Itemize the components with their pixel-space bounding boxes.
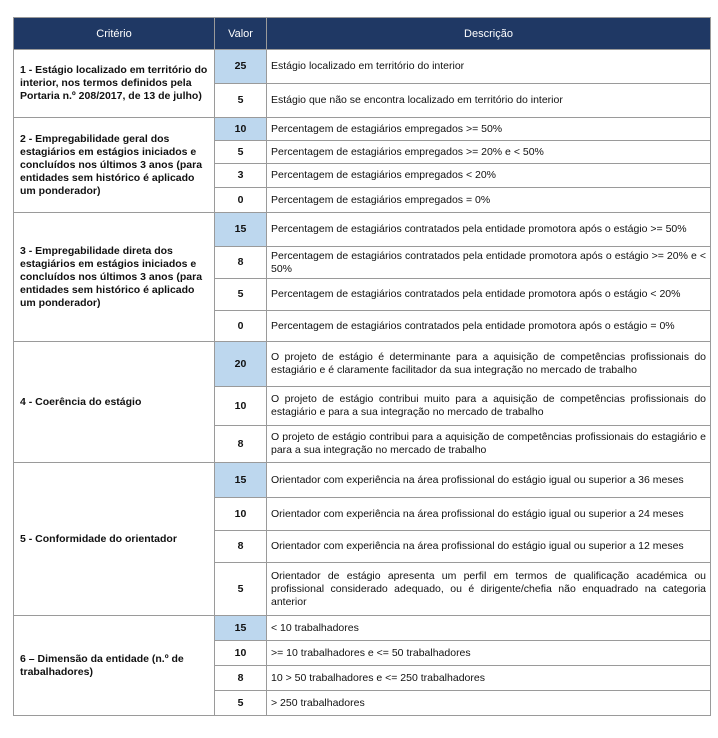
criteria-table-container: [13, 17, 710, 716]
criterion-description: Orientador com experiência na área profissional do estágio igual ou superior a 12 meses: [267, 531, 711, 563]
criterion-description: Estágio localizado em território do interior: [267, 50, 711, 84]
table-row: [14, 463, 711, 498]
criterion-description: Orientador com experiência na área profissional do estágio igual ou superior a 36 meses: [267, 463, 711, 498]
criterion-value: 10: [215, 387, 267, 426]
criterion-description: Percentagem de estagiários contratados pela entidade promotora após o estágio = 0%: [267, 311, 711, 342]
criterion-value: 5: [215, 691, 267, 716]
criterion-value: 5: [215, 279, 267, 311]
table-row: [14, 342, 711, 387]
criterion-value: 0: [215, 188, 267, 213]
criterion-value: 20: [215, 342, 267, 387]
criterion-value: 8: [215, 666, 267, 691]
criterion-description: >= 10 trabalhadores e <= 50 trabalhadores: [267, 641, 711, 666]
table-row: [14, 213, 711, 247]
criterion-value: 5: [215, 141, 267, 164]
criterion-value: 0: [215, 311, 267, 342]
criterion-value: 10: [215, 118, 267, 141]
criterion-value: 10: [215, 498, 267, 531]
criterion-description: Percentagem de estagiários empregados < 20%: [267, 164, 711, 188]
criteria-table: [13, 17, 711, 716]
criterion-description: O projeto de estágio contribui para a aquisição de competências profissionais do estagiário e para a sua integração no mercado de trabalho: [267, 426, 711, 463]
criterion-description: < 10 trabalhadores: [267, 616, 711, 641]
criterion-name: 3 - Empregabilidade direta dos estagiários em estágios iniciados e concluídos nos últimos 3 anos (para entidades sem histórico é aplicado um ponderador): [14, 213, 215, 342]
criterion-value: 8: [215, 426, 267, 463]
criterion-description: > 250 trabalhadores: [267, 691, 711, 716]
criterion-value: 15: [215, 463, 267, 498]
criterion-description: Orientador de estágio apresenta um perfil em termos de qualificação académica ou profissional considerado adequado, ou é dirigente/chefia não enquadrado na categoria anterior: [267, 563, 711, 616]
criterion-value: 25: [215, 50, 267, 84]
table-row: [14, 118, 711, 141]
header-valor: Valor: [215, 18, 267, 50]
criterion-description: Percentagem de estagiários contratados pela entidade promotora após o estágio >= 50%: [267, 213, 711, 247]
criterion-description: 10 > 50 trabalhadores e <= 250 trabalhadores: [267, 666, 711, 691]
criterion-value: 5: [215, 84, 267, 118]
criterion-value: 15: [215, 213, 267, 247]
criterion-value: 8: [215, 247, 267, 279]
criterion-name: 5 - Conformidade do orientador: [14, 463, 215, 616]
criterion-value: 5: [215, 563, 267, 616]
criterion-description: O projeto de estágio é determinante para a aquisição de competências profissionais do estagiário e é claramente facilitador da sua integração no mercado de trabalho: [267, 342, 711, 387]
header-criterio: Critério: [14, 18, 215, 50]
criterion-value: 15: [215, 616, 267, 641]
criterion-value: 10: [215, 641, 267, 666]
criterion-description: Estágio que não se encontra localizado em território do interior: [267, 84, 711, 118]
criterion-description: O projeto de estágio contribui muito para a aquisição de competências profissionais do estagiário e para a sua integração no mercado de trabalho: [267, 387, 711, 426]
criterion-description: Orientador com experiência na área profissional do estágio igual ou superior a 24 meses: [267, 498, 711, 531]
criterion-description: Percentagem de estagiários contratados pela entidade promotora após o estágio < 20%: [267, 279, 711, 311]
criterion-value: 3: [215, 164, 267, 188]
criterion-name: 2 - Empregabilidade geral dos estagiários em estágios iniciados e concluídos nos últimos 3 anos (para entidades sem histórico é aplicado um ponderador): [14, 118, 215, 213]
criterion-name: 4 - Coerência do estágio: [14, 342, 215, 463]
table-row: [14, 50, 711, 84]
criterion-description: Percentagem de estagiários empregados >= 20% e < 50%: [267, 141, 711, 164]
header-descricao: Descrição: [267, 18, 711, 50]
criterion-name: 1 - Estágio localizado em território do interior, nos termos definidos pela Portaria n.º 208/2017, de 13 de julho): [14, 50, 215, 118]
table-row: [14, 616, 711, 641]
criterion-value: 8: [215, 531, 267, 563]
criterion-description: Percentagem de estagiários empregados >= 50%: [267, 118, 711, 141]
criterion-description: Percentagem de estagiários empregados = 0%: [267, 188, 711, 213]
criterion-description: Percentagem de estagiários contratados pela entidade promotora após o estágio >= 20% e < 50%: [267, 247, 711, 279]
criterion-name: 6 – Dimensão da entidade (n.º de trabalhadores): [14, 616, 215, 716]
table-header-row: [14, 18, 711, 50]
